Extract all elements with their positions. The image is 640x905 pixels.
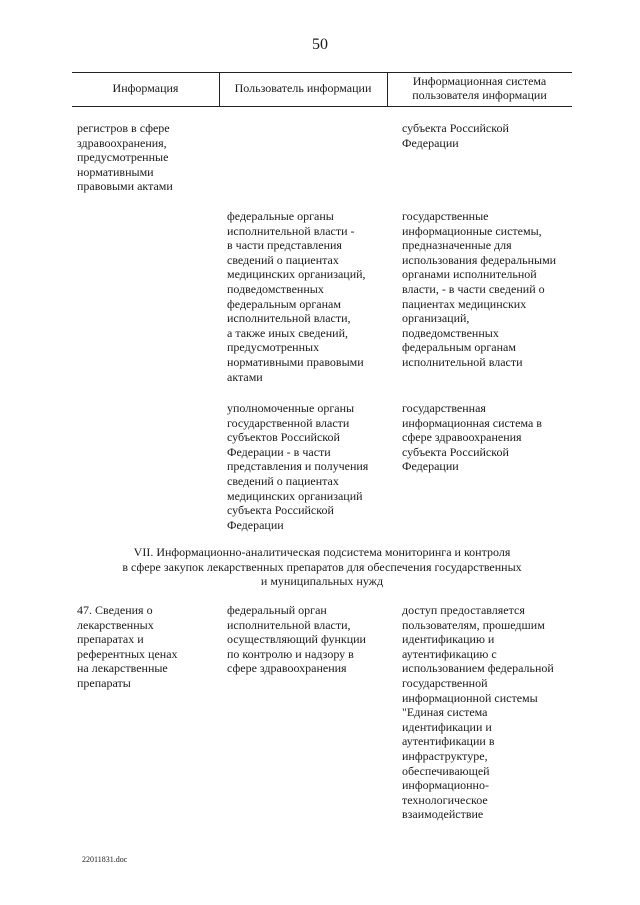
row-47-system: доступ предоставляется пользователям, прошедшим идентификацию и аутентификацию с использованием федеральной государственной информационной системы "Единая система идентификации и аутентификации в инфраструктуре, обеспечивающей информационно- технологическое взаимодействие [402,603,554,822]
footer-filename: 22011831.doc [82,855,128,864]
header-user: Пользователь информации [234,81,372,95]
section-title: VII. Информационно-аналитическая подсистема мониторинга и контроля в сфере закупок лекарственных препаратов для обеспечения государственных и муниципальных нужд [122,545,522,589]
page-number: 50 [312,36,328,53]
row-47-info: 47. Сведения о лекарственных препаратах и референтных ценах на лекарственные препараты [77,603,178,690]
row-registry-info: регистров в сфере здравоохранения, предусмотренные нормативными правовыми актами [77,121,173,194]
row-federal-system: государственные информационные системы, предназначенные для использования федеральными органами исполнительной власти, - в части сведений о пациентах медицинских организаций, подведомственных федеральным органам исполнительной власти [402,209,557,369]
header-info: Информация [112,81,179,95]
header-system: Информационная система пользователя информации [412,74,547,102]
row-registry-system: субъекта Российской Федерации [402,121,509,150]
row-47-user: федеральный орган исполнительной власти, осуществляющий функции по контролю и надзору в сфере здравоохранения [227,603,366,676]
row-federal-user: федеральные органы исполнительной власти - в части представления сведений о пациентах медицинских организаций, подведомственных федеральным органам исполнительной власти, а также иных сведений, предусмотренных нормативными правовыми актами [227,209,366,384]
row-regional-system: государственная информационная система в сфере здравоохранения субъекта Российской Федерации [402,401,542,474]
row-regional-user: уполномоченные органы государственной власти субъектов Российской Федерации - в части представления и получения сведений о пациентах медицинских организаций субъекта Российской Федерации [227,401,369,532]
